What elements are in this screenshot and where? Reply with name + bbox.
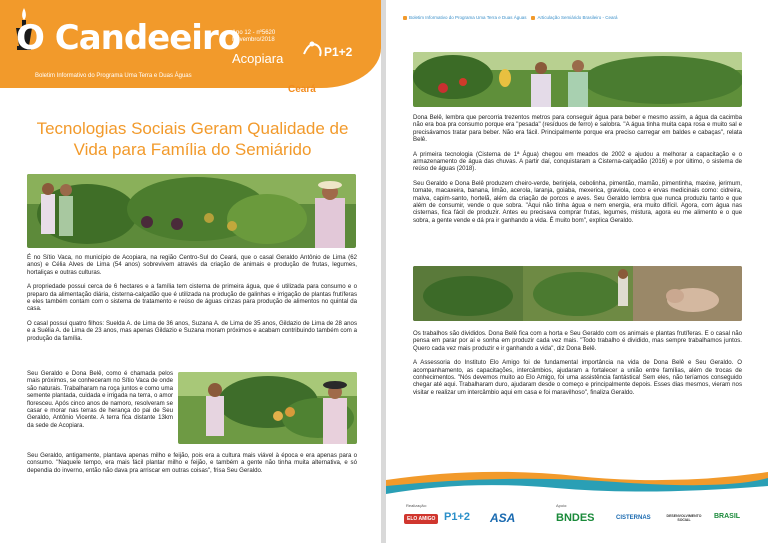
paragraph: Seu Geraldo e Dona Belê produzem cheiro-verde, berinjela, cebolinha, pimentão, mamão, pimentinha, maxixe, jerimum, tomate, macaxeira, banana, limão, acerola, laranja, goiaba, mexerica, graviola, coco e ervas medicinais como: cidreira, malva, capim-santo, hortelã, além da criação de porcos e aves. Seu Geraldo lembra que nunca produziu tanto e que além de consumir, vende o que sobra. "Aqui não tinha água e nem energia, era muito difícil. Agora, com água nas cisternas, fica fácil de produzir. Antes eu precisava comprar frutas, legumes, mistura, agora eu me alimento e o que sobra, a gente vende e dá pra ir ganhando a vida. É muito bom", explica Geraldo. [413, 179, 742, 224]
paragraph: A primeira tecnologia (Cisterna de 1ª Água) chegou em meados de 2002 e ajudou a melhorar a capacitação e o armazenamento de água das chuvas. A partir daí, conquistaram a Cisterna-calçadão (2016) e por último, o sistema de reúso de águas (2018). [413, 150, 742, 173]
bndes-logo: BNDES [556, 512, 595, 524]
bullet-icon [531, 16, 535, 20]
header-program: Boletim Informativo do Programa Uma Terra e Duas Águas [409, 15, 527, 20]
couple-papaya-photo [178, 372, 357, 444]
p1m2-footer-logo: P1+2 [444, 511, 470, 523]
paragraph: O casal possui quatro filhos: Suelda A. de Lima de 36 anos, Suzana A. de Lima de 35 anos, Gildazio de Lima de 28 anos e a Suélia A. de Lima de 23 anos, mas apenas Gildazio e Suzana moram próximos e acabam contribuindo também com a produção da família. [27, 319, 357, 342]
paragraph: Seu Geraldo, antigamente, plantava apenas milho e feijão, pois era a cultura mais viável à época e era apenas para o consumo. "Naquele tempo, era mais fácil plantar milho e feijão, e também a gente não tinha muita alternativa, e só dependia do inverno, então não dava pra arriscar em outras coisas", frisa Seu Geraldo. [27, 452, 357, 474]
paragraph: Seu Geraldo e Dona Belê, como é chamada pelos mais próximos, se conheceram no Sítio Vaca de onde são naturais. Trabalharam na roça juntos e como uma semente plantada, cuidada e irrigada na terra, o amor floresceu. Após cinco anos de namoro, resolveram se casar e morar nas terras de herança do pai de Seu Geraldo, Antônio Vicente. A terra fica distante 13km da sede de Acopiara. [27, 370, 173, 429]
couple-orchard-photo [413, 52, 742, 107]
brasil-logo: BRASIL [714, 513, 741, 520]
front-page [0, 0, 381, 543]
asa-logo: ASA [490, 511, 516, 525]
elo-amigo-logo: ELO AMIGO [404, 514, 438, 524]
running-header-text [403, 15, 618, 20]
couple-garden-photo [27, 174, 356, 248]
article-text-lower [413, 330, 742, 403]
side-text [27, 370, 173, 436]
article-text-upper [413, 114, 742, 231]
state-label: Ceará [288, 84, 316, 95]
decorative-wave [386, 466, 768, 496]
masthead-banner [0, 0, 381, 88]
running-header [386, 0, 768, 24]
footer-apoio-label: Apoio: [556, 503, 568, 508]
footer-realizacao-label: Realização: [406, 503, 427, 508]
intro-text [27, 254, 357, 349]
farm-animals-photo [413, 266, 742, 321]
headline: Tecnologias Sociais Geram Qualidade de Vida para Família do Semiárido [36, 119, 349, 159]
closing-text [27, 452, 357, 481]
issue-date: Novembro/2018 [232, 37, 275, 43]
masthead-subtitle: Boletim Informativo do Programa Uma Terra e Duas Águas [35, 73, 192, 79]
masthead-title: O Candeeiro [16, 18, 241, 58]
p1m2-logo-text: P1+2 [324, 45, 353, 59]
inner-page [386, 0, 768, 543]
paragraph: Os trabalhos são divididos. Dona Belê fica com a horta e Seu Geraldo com os animais e plantas frutíferas. E o casal não pensa em parar por aí e sonha em produzir cada vez mais. "Todo trabalho é dividido, mas sempre trabalhamos juntos. Quero cada vez mais produzir e ir ganhando a vida", diz Dona Belê. [413, 330, 742, 352]
paragraph: A Assessoria do Instituto Elo Amigo foi de fundamental importância na vida de Dona Belê e Seu Geraldo. O acompanhamento, as capacitações, intercâmbios, ajudaram a fortalecer a união entre famílias, além de trocas de conhecimentos. "Nós devemos muito ao Elo Amigo, foi uma assistência fantástica! Sem eles, não teríamos conseguido chegar até aqui. Trabalharam duro, ajudaram desde o começo e principalmente depois. Esses dias mesmos, vieram nos visitar e realizar um intercâmbio aqui em casa e foi maravilhoso", finaliza Geraldo. [413, 359, 742, 396]
header-articulation: Articulação Semiárido Brasileiro - Ceará [537, 15, 618, 20]
bullet-icon [403, 16, 407, 20]
mds-logo: DESENVOLVIMENTO SOCIAL [666, 514, 702, 522]
paragraph: Dona Belê, lembra que percorria trezentos metros para conseguir água para beber e mesmo assim, a água da cacimba não era boa pra consumo porque era "pesada" (resíduos de ferro) e salobra. "A água tinha muita capa rosa e muito sal e precisávamos tratar para beber. Não era fácil. Principalmente porque era preciso carregar em baldes e cabaças", relata Belê. [413, 114, 742, 144]
issue-info [232, 30, 275, 44]
paragraph: É no Sítio Vaca, no município de Acopiara, na região Centro-Sul do Ceará, que o casal Geraldo Antônio de Lima (62 anos) e Célia Alves de Lima (54 anos) sobrevivem através da criação de animais e produção de frutas, legumes, hortaliças e outras culturas. [27, 254, 357, 276]
city-label: Acopiara [232, 51, 284, 66]
issue-number: Ano 12 - nº5620 [232, 30, 276, 36]
p1m2-logo [300, 36, 360, 66]
cisternas-logo: CISTERNAS [616, 515, 651, 521]
paragraph: A propriedade possui cerca de 6 hectares e a família tem cisterna de primeira água, que é utilizada para consumo e o preparo da alimentação diária, cisterna-calçadão que é utilizada na produção de galinhas e irrigação de plantas frutíferas e eles também contam com o sistema de tratamento e reúso de águas cinzas para produção de alimentos no quintal da casa. [27, 283, 357, 313]
